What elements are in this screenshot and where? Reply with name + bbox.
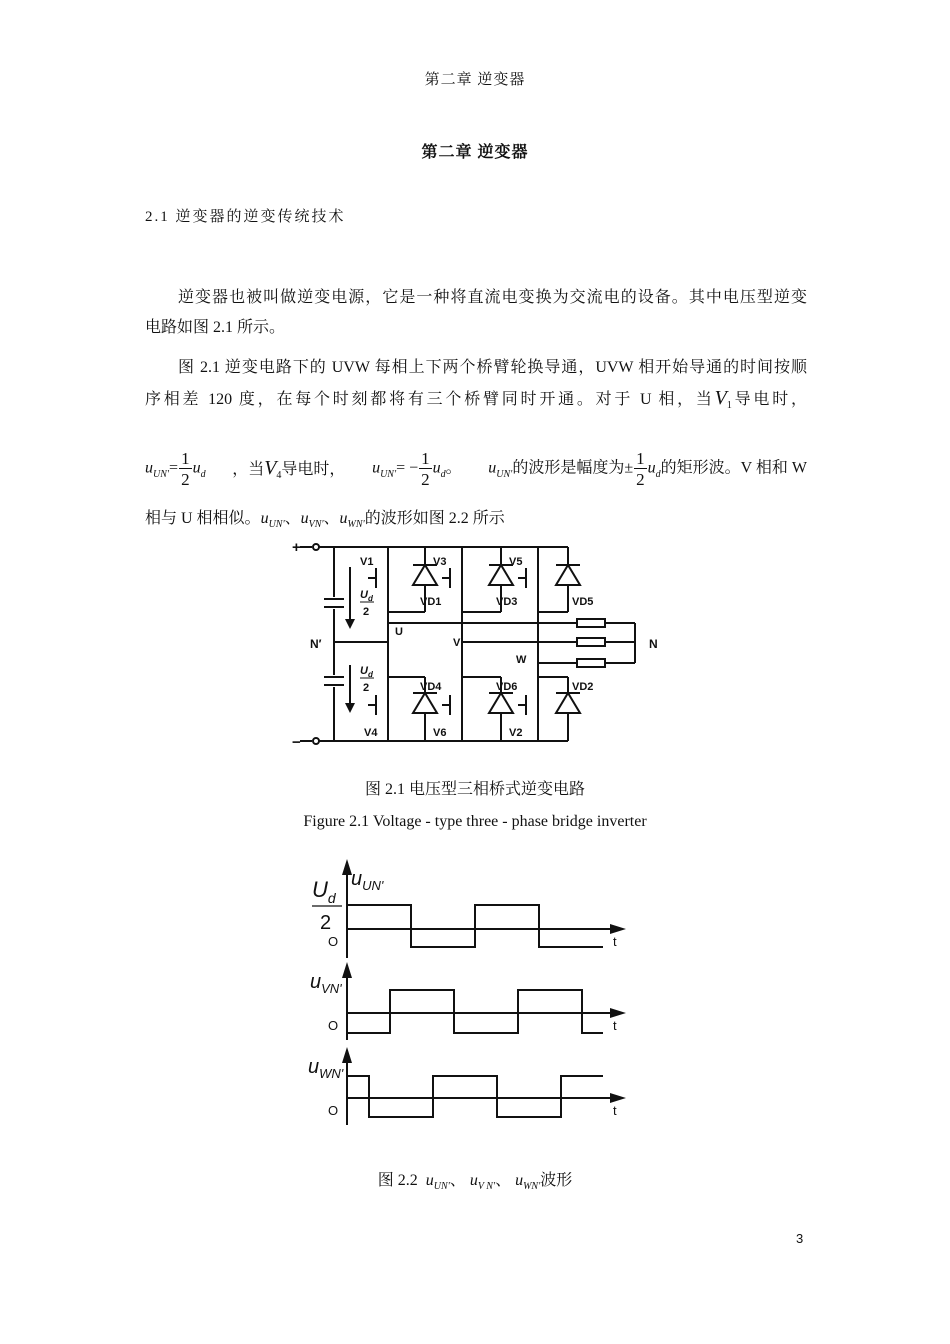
ud-u: U (360, 665, 368, 677)
origin-label-2: O (328, 1018, 339, 1033)
math-text-rect-wave: 的矩形波。V 相和 W (660, 459, 807, 477)
eq-un-neg-half-ud (372, 450, 462, 488)
v3-label: V3 (433, 556, 447, 568)
u-un-label (351, 868, 384, 893)
ud-subscript: d (327, 890, 336, 906)
two-label-bottom: 2 (363, 682, 370, 694)
ud-subscript: d (367, 594, 373, 603)
math-u: u (260, 510, 269, 527)
chapter-title: 第二章 逆变器 (421, 144, 529, 161)
origin-label-1: O (328, 934, 339, 949)
vn-sub: VN' (308, 519, 324, 531)
vd6-label: VD6 (496, 681, 518, 693)
un-sub: UN' (268, 519, 285, 531)
caption-wn-sub: WN' (523, 1181, 541, 1193)
math-text-amplitude: 的波形是幅度为± (512, 459, 634, 477)
fraction-half (419, 450, 432, 488)
ud-label-bottom (360, 665, 374, 679)
math-period: 。 (445, 459, 462, 477)
fraction-numerator: 1 (181, 449, 190, 468)
t-axis-label-2: t (613, 1018, 617, 1033)
math-u: u (339, 510, 348, 527)
fraction-denominator: 2 (636, 470, 645, 489)
fraction-half (179, 450, 192, 488)
math-u: u (192, 459, 201, 477)
vd2-label: VD2 (572, 681, 594, 693)
math-u: u (647, 459, 656, 477)
math-equals: = (169, 459, 179, 477)
caption-u: u (425, 1172, 434, 1189)
math-text-conducting: 导电时， (281, 461, 346, 479)
math-un-sub: UN' (380, 468, 397, 480)
u-symbol: u (351, 868, 363, 890)
vd5-label: VD5 (572, 596, 594, 608)
origin-label-3: O (328, 1103, 339, 1118)
caption-vn-sub: V N' (477, 1181, 496, 1193)
math-un-sub: UN' (496, 468, 513, 480)
p2-line2-text-a: 序相差 120 度，在每个时刻都将有三个桥臂同时开通。对于 U 相，当 (145, 391, 715, 408)
page-number: 3 (796, 1231, 804, 1246)
paragraph-2 (145, 353, 807, 421)
running-header: 第二章 逆变器 (424, 72, 526, 88)
v2-label: V2 (509, 727, 523, 739)
fraction-numerator: 1 (421, 449, 430, 468)
vd4-label: VD4 (420, 681, 442, 693)
separator: 、 (323, 510, 340, 527)
caption-u: u (469, 1172, 478, 1189)
math-d-sub: d (440, 468, 446, 480)
v-phase-label: V (453, 637, 461, 649)
fraction-half (634, 450, 647, 488)
plus-terminal-label: + (292, 539, 301, 556)
u-vn-label (310, 971, 342, 996)
ud-u: U (312, 877, 328, 902)
u-phase-label: U (395, 626, 403, 638)
figure-2-caption (0, 1167, 950, 1192)
vn-subscript: VN' (321, 981, 342, 996)
two-label: 2 (320, 912, 332, 934)
v6-label: V6 (433, 727, 447, 739)
u-wn-label (308, 1056, 344, 1081)
math-un-sub: UN' (153, 468, 170, 480)
v4-label: V4 (364, 727, 378, 739)
inverter-circuit-diagram (290, 535, 670, 750)
math-u: u (300, 510, 309, 527)
figure-1-caption-en: Figure 2.1 Voltage - type three - phase bridge inverter (303, 813, 647, 830)
ud-u: U (360, 589, 368, 601)
v1-label: V1 (360, 556, 374, 568)
math-line (145, 444, 807, 494)
vd3-label: VD3 (496, 596, 518, 608)
v1-subscript: 1 (726, 400, 732, 412)
wn-sub: WN' (347, 519, 365, 531)
v4-subscript: 4 (276, 470, 282, 482)
fig2-caption-suffix: 波形 (540, 1172, 573, 1189)
fraction-denominator: 2 (421, 470, 430, 489)
w-phase-label: W (516, 654, 527, 666)
math-d-sub: d (655, 468, 661, 480)
t-axis-label-1: t (613, 934, 617, 949)
wn-subscript: WN' (319, 1066, 344, 1081)
paragraph-2-line-1: 图 2.1 逆变电路下的 UVW 每相上下两个桥臂轮换导通，UVW 相开始导通的时间按顺 (178, 359, 807, 376)
math-equals-negative: = − (396, 459, 419, 477)
math-u: u (488, 459, 497, 477)
fraction-numerator: 1 (636, 449, 645, 468)
paragraph-1 (145, 283, 807, 343)
v5-label: V5 (509, 556, 523, 568)
math-u: u (372, 459, 381, 477)
ud-label (312, 877, 337, 906)
caption-sep: 、 (449, 1172, 466, 1189)
t-axis-label-3: t (613, 1103, 617, 1118)
v1-symbol: V (714, 387, 727, 409)
v4-symbol: V (264, 457, 277, 480)
p2-line2-text-b: 导电时， (731, 391, 807, 408)
n-label: N (649, 637, 658, 651)
math-d-sub: d (200, 468, 206, 480)
caption-u: u (515, 1172, 524, 1189)
l4-text-b: 的波形如图 2.2 所示 (364, 510, 505, 527)
paragraph-1-line-2: 电路如图 2.1 所示。 (145, 319, 286, 336)
vd1-label: VD1 (420, 596, 442, 608)
math-u: u (145, 459, 153, 477)
figure-1-caption-cn: 图 2.1 电压型三相桥式逆变电路 (364, 781, 585, 798)
minus-terminal-label: − (292, 734, 301, 750)
ud-subscript: d (367, 670, 373, 679)
eq-un-half-ud (145, 450, 206, 488)
un-subscript: UN' (362, 878, 384, 893)
math-text-when: ，当 (232, 461, 265, 479)
waveform-desc (488, 450, 807, 488)
two-label-top: 2 (363, 606, 370, 618)
paragraph-2-line-2 (145, 383, 807, 421)
math-u: u (432, 459, 441, 477)
fig2-caption-prefix: 图 2.2 (377, 1172, 418, 1189)
caption-un-sub: UN' (433, 1181, 450, 1193)
when-v4 (232, 456, 345, 481)
section-heading: 2.1 逆变器的逆变传统技术 (145, 209, 346, 225)
paragraph-1-line-1: 逆变器也被叫做逆变电源，它是一种将直流电变换为交流电的设备。其中电压型逆变 (178, 289, 807, 306)
separator: 、 (284, 510, 301, 527)
waveform-diagram (300, 855, 640, 1125)
u-symbol: u (308, 1056, 320, 1078)
fraction-denominator: 2 (181, 470, 190, 489)
ud-label-top (360, 589, 374, 603)
l4-text-a: 相与 U 相相似。 (145, 510, 261, 527)
u-symbol: u (310, 971, 322, 993)
n-prime-label: N′ (310, 637, 322, 651)
caption-sep: 、 (495, 1172, 512, 1189)
